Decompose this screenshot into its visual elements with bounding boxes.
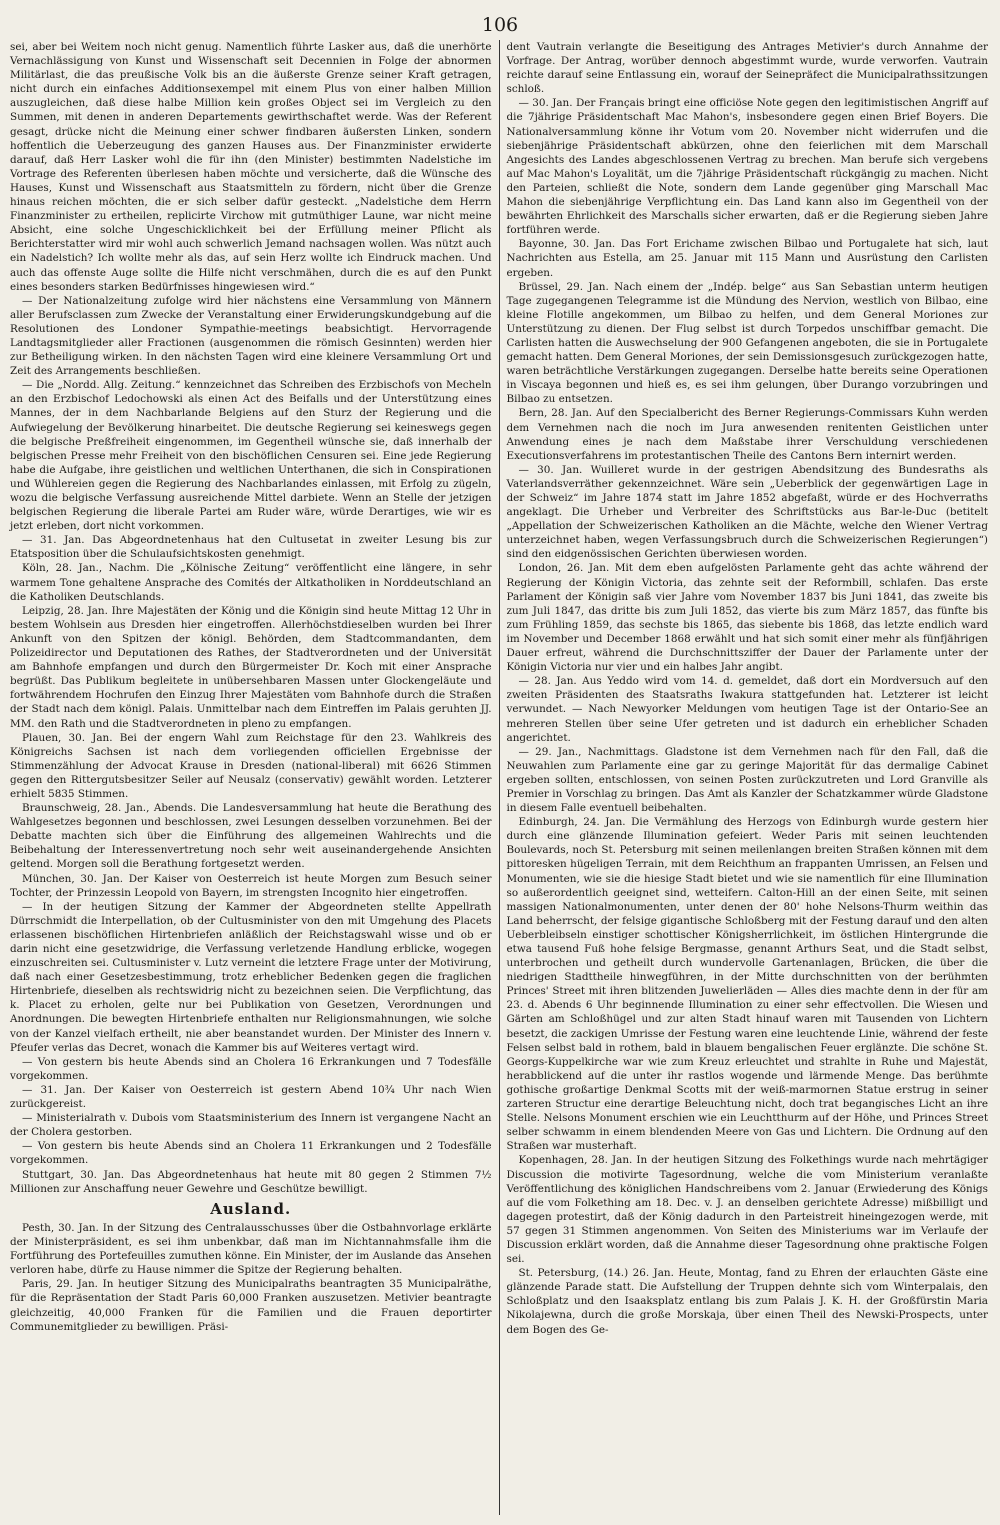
news-paragraph: Stuttgart, 30. Jan. Das Abgeordnetenhaus hat heute mit 80 gegen 2 Stimmen 7½ Millionen zur Anschaffung neuer Gewehre und Geschütze bewilligt. bbox=[10, 1168, 492, 1195]
news-paragraph: — In der heutigen Sitzung der Kammer der Abgeordneten stellte Appellrath Dürrschmidt die Interpellation, ob der Cultusminister von den mit Umgehung des Placets erlassenen bischöflichen Hirtenbriefen anläßlich der Reichstagswahl wisse und ob er darin nicht eine gesetzwidrige, die Verfassung verletzende Handlung erblicke, wogegen einzuschreiten sei. Cultusminister v. Lutz verneint die letztere Frage unter der Motivirung, daß nach einer Gesetzesbestimmung, trotz erheblicher Bedenken gegen die fraglichen Hirtenbriefe, dieselben als rechtswidrig nicht zu bezeichnen seien. Die Verpflichtung, das k. Placet zu erholen, gelte nur bei Publikation von Gesetzen, Verordnungen und Anordnungen. Die bewegten Hirtenbriefe enthalten nur Religionsmahnungen, wie solche von der Kanzel vielfach ertheilt, nie aber beanstandet wurden. Der Minister des Innern v. Pfeufer verlas das Decret, wonach die Kammer bis auf Weiteres vertagt wird. bbox=[10, 900, 492, 1054]
news-paragraph: Leipzig, 28. Jan. Ihre Majestäten der König und die Königin sind heute Mittag 12 Uhr in bestem Wohlsein aus Dresden hier eingetroffen. Allerhöchstdieselben wurden bei Ihrer Ankunft von den Spitzen der königl. Behörden, dem Stadtcommandanten, dem Polizeidirector und Deputationen des Rathes, der Stadtverordneten und der Universität am Bahnhofe empfangen und durch den Bürgermeister Dr. Koch mit einer Ansprache begrüßt. Das Publikum begleitete in unübersehbaren Massen unter Glockengeläute und fortwährendem Hochrufen den Einzug Ihrer Majestäten vom Bahnhofe durch die Straßen der Stadt nach dem königl. Palais. Unmittelbar nach dem Eintreffen im Palais geruhten JJ. MM. den Rath und die Stadtverordneten in pleno zu empfangen. bbox=[10, 604, 492, 730]
news-paragraph: Kopenhagen, 28. Jan. In der heutigen Sitzung des Folkethings wurde nach mehrtägiger Discussion die motivirte Tagesordnung, welche die vom Ministerium veranlaßte Veröffentlichung des königlichen Handschreibens vom 2. Januar (Erwiederung des Königs auf die vom Folkething am 18. Dec. v. J. an denselben gerichtete Adresse) mißbilligt und dagegen protestirt, daß der König dadurch in den Parteistreit hineingezogen werde, mit 57 gegen 31 Stimmen angenommen. Von Seiten des Ministeriums war im Verlaufe der Discussion erklärt worden, daß die Annahme dieser Tagesordnung ohne praktische Folgen sei. bbox=[506, 1154, 988, 1266]
news-paragraph: — 29. Jan., Nachmittags. Gladstone ist dem Vernehmen nach für den Fall, daß die Neuwahlen zum Parlamente eine gar zu geringe Majorität für das dermalige Cabinet ergeben sollten, entschlossen, von seinen Posten zurückzutreten und Lord Granville als Premier in Vorschlag zu bringen. Das Amt als Kanzler der Schatzkammer würde Gladstone in diesem Falle eventuell beibehalten. bbox=[506, 745, 988, 815]
news-paragraph: Plauen, 30. Jan. Bei der engern Wahl zum Reichstage für den 23. Wahlkreis des Königreichs Sachsen ist nach dem vorliegenden officiellen Ergebnisse der Stimmenzählung der Advocat Krause in Dresden (national-liberal) mit 6626 Stimmen gegen den Rittergutsbesitzer Seiler auf Neusalz (conservativ) gewählt worden. Letzterer erhielt 5835 Stimmen. bbox=[10, 731, 492, 800]
news-paragraph: London, 26. Jan. Mit dem eben aufgelösten Parlamente geht das achte während der Regierung der Königin Victoria, das zehnte seit der Reformbill, schlafen. Das erste Parlament der Königin saß vier Jahre vom November 1837 bis Juni 1841, das zweite bis zum Juli 1847, das dritte bis zum Juli 1852, das vierte bis zum März 1857, das fünfte bis zum Frühling 1859, das sechste bis 1865, das siebente bis 1868, das letzte endlich ward im November und December 1868 erwählt und hat sich somit einer mehr als fünfjährigen Dauer erfreut, während die Durchschnittsziffer der Dauer der Parlamente unter der Königin Victoria nur vier und ein halbes Jahr angibt. bbox=[506, 562, 988, 674]
news-paragraph: — 31. Jan. Der Kaiser von Oesterreich ist gestern Abend 10¾ Uhr nach Wien zurückgereist. bbox=[10, 1083, 492, 1111]
right-column bbox=[500, 40, 993, 1515]
news-paragraph: Brüssel, 29. Jan. Nach einem der „Indép. belge“ aus San Sebastian unterm heutigen Tage zugegangenen Telegramme ist die Mündung des Nervion, westlich von Bilbao, eine kleine Flotille angekommen, um Bilbao zu helfen, und dem General Moriones zur Unterstützung zu dienen. Der Flug selbst ist durch Torpedos unschiffbar gemacht. Die Carlisten hatten die Auswechselung der 900 Gefangenen angeboten, die sie in Portugalete gemacht hatten. Dem General Moriones, der sein Demissionsgesuch zurückgezogen hatte, waren beträchtliche Verstärkungen zugegangen. Derselbe hatte bereits seine Operationen in Viscaya begonnen und hieß es, es sei ihm gelungen, über Durango vorzubringen und Bilbao zu entsetzen. bbox=[506, 280, 988, 406]
news-paragraph: Pesth, 30. Jan. In der Sitzung des Centralausschusses über die Ostbahnvorlage erklärte der Ministerpräsident, es sei ihm unbenkbar, daß man im Nichtannahmsfalle ihm die Fortführung des Portefeuilles zumuthen könne. Ein Minister, der im Auslande das Ansehen verloren habe, dürfe zu Hause nimmer die Spitze der Regierung behalten. bbox=[10, 1222, 492, 1277]
news-paragraph: Köln, 28. Jan., Nachm. Die „Kölnische Zeitung“ veröffentlicht eine längere, in sehr warmem Tone gehaltene Ansprache des Comités der Altkatholiken in Norddeutschland an die Katholiken Deutschlands. bbox=[10, 562, 492, 603]
news-paragraph: Bayonne, 30. Jan. Das Fort Erichame zwischen Bilbao und Portugalete hat sich, laut Nachrichten aus Estella, am 25. Januar mit 115 Mann und Ausrüstung den Carlisten ergeben. bbox=[506, 238, 988, 279]
news-paragraph: — 30. Jan. Der Français bringt eine officiöse Note gegen den legitimistischen Angriff auf die 7jährige Präsidentschaft Mac Mahon's, insbesondere gegen einen Brief Boyers. Die Nationalversammlung könne ihr Votum vom 20. November nicht widerrufen und die siebenjährige Präsidentschaft abkürzen, ohne den feierlichen mit dem Marschall Angesichts des Landes abgeschlossenen Vertrag zu brechen. Man berufe sich vergebens auf Mac Mahon's Loyalität, um die 7jährige Präsidentschaft rückgängig zu machen. Nicht den Parteien, schließt die Note, sondern dem Lande gegenüber ging Marschall Mac Mahon die siebenjährige Verpflichtung ein. Das Land kann also im Gegentheil von der bewährten Ehrlichkeit des Marschalls sicher erwarten, daß er die Regierung sieben Jahre fortführen werde. bbox=[506, 97, 988, 237]
news-paragraph: München, 30. Jan. Der Kaiser von Oesterreich ist heute Morgen zum Besuch seiner Tochter, der Prinzessin Leopold von Bayern, im strengsten Incognito hier eingetroffen. bbox=[10, 872, 492, 899]
news-paragraph: Braunschweig, 28. Jan., Abends. Die Landesversammlung hat heute die Berathung des Wahlgesetzes begonnen und beschlossen, zwei Lesungen desselben vorzunehmen. Bei der Debatte machten sich über die Einführung des allgemeinen Wahlrechts und die Beibehaltung der Interessenvertretung noch sehr weit auseinandergehende Ansichten geltend. Morgen soll die Berathung fortgesetzt werden. bbox=[10, 802, 492, 871]
news-paragraph: — Von gestern bis heute Abends sind an Cholera 16 Erkrankungen und 7 Todesfälle vorgekommen. bbox=[10, 1055, 492, 1082]
news-paragraph: — 30. Jan. Wuilleret wurde in der gestrigen Abendsitzung des Bundesraths als Vaterlandsverräther gekennzeichnet. Wäre sein „Ueberblick der gegenwärtigen Lage in der Schweiz“ im Jahre 1874 statt im Jahre 1852 abgefaßt, würde er des Hochverraths angeklagt. Die Urheber und Verbreiter des Schriftstücks aus Bar-le-Duc (betitelt „Appellation der Schweizerischen Katholiken an die Mächte, welche den Wiener Vertrag unterzeichnet haben, wegen Verfassungsbruch durch die Schweizerischen Regierungen“) sind den eidgenössischen Gerichten überwiesen worden. bbox=[506, 463, 988, 561]
columns bbox=[6, 40, 992, 1515]
page-number: 106 bbox=[481, 14, 519, 36]
news-paragraph: dent Vautrain verlangte die Beseitigung des Antrages Metivier's durch Annahme der Vorfrage. Der Antrag, worüber dennoch abgestimmt wurde, wurde verworfen. Vautrain reichte darauf seine Entlassung ein, worauf der Seinepräfect die Municipalrathssitzungen schloß. bbox=[506, 41, 988, 96]
section-heading: Ausland. bbox=[210, 1199, 292, 1218]
news-paragraph: sei, aber bei Weitem noch nicht genug. Namentlich führte Lasker aus, daß die unerhörte Vernachlässigung von Kunst und Wissenschaft seit Decennien in Folge der abnormen Militärlast, die das preußische Volk bis an die äußerste Grenze seiner Kraft getragen, nicht durch ein einfaches Additionsexempel mit einem Plus von einer halben Million auszugleichen, daß diese halbe Million kein großes Object sei im Vergleich zu den Summen, mit denen in anderen Departements gewirthschaftet werde. Was der Referent gesagt, drücke nicht die Meinung einer schwer findbaren äußersten Linken, sondern hoffentlich die Ueberzeugung des ganzen Hauses aus. Der Finanzminister erwiderte darauf, daß Herr Lasker wohl die für ihn (den Minister) bestimmten Nadelstiche im Vortrage des Referenten überlesen haben möchte und versicherte, daß die Wünsche des Hauses, Kunst und Wissenschaft aus Staatsmitteln zu fördern, nicht über die Grenze hinaus reichen möchten, die er sich selber dafür gesteckt. „Nadelstiche dem Herrn Finanzminister zu ertheilen, replicirte Virchow mit gutmüthiger Laune, war nicht meine Absicht, eine solche Ungeschicklichkeit bei der Erfüllung meiner Pflicht als Berichterstatter wird mir wohl auch schwerlich Jemand nachsagen wollen. Was nützt auch ein Nadelstich? Ich wollte mehr als das, auf sein Herz wollte ich Eindruck machen. Und auch das offenste Auge sollte die Hilfe nicht verschmähen, durch die es auf den Punkt eines besonders starken Bedürfnisses hingewiesen wird.“ bbox=[10, 41, 492, 293]
news-paragraph: — 28. Jan. Aus Yeddo wird vom 14. d. gemeldet, daß dort ein Mordversuch auf den zweiten Präsidenten des Staatsraths Iwakura stattgefunden hat. Letzterer ist leicht verwundet. — Nach Newyorker Meldungen vom heutigen Tage ist der Ontario-See an mehreren Stellen über seine Ufer getreten und ist dadurch ein erheblicher Schaden angerichtet. bbox=[506, 675, 988, 744]
news-paragraph: — Ministerialrath v. Dubois vom Staatsministerium des Innern ist vergangene Nacht an der Cholera gestorben. bbox=[10, 1112, 492, 1139]
news-paragraph: Paris, 29. Jan. In heutiger Sitzung des Municipalraths beantragten 35 Municipalräthe, für die Repräsentation der Stadt Paris 60,000 Franken auszusetzen. Metivier beantragte gleichzeitig, 40,000 Franken für die Familien und die Frauen deportirter Communemitglieder zu bewilligen. Präsi- bbox=[10, 1278, 492, 1333]
left-column bbox=[6, 40, 500, 1515]
news-paragraph: — Der Nationalzeitung zufolge wird hier nächstens eine Versammlung von Männern aller Berufsclassen zum Zwecke der Veranstaltung einer Erwiderungskundgebung auf die Resolutionen des Londoner Sympathie-meetings beabsichtigt. Hervorragende Landtagsmitglieder aller Fractionen (ausgenommen die römisch Gesinnten) werden hier zur Betheiligung wirken. In den nächsten Tagen wird eine kleinere Versammlung Ort und Zeit des Arrangements beschließen. bbox=[10, 294, 492, 378]
news-paragraph: Edinburgh, 24. Jan. Die Vermählung des Herzogs von Edinburgh wurde gestern hier durch eine glänzende Illumination gefeiert. Weder Paris mit seinen leuchtenden Boulevards, noch St. Petersburg mit seinen meilenlangen breiten Straßen können mit dem pittoresken hügeligen Terrain, mit dem Reichthum an frappanten Umrissen, an Felsen und Monumenten, wie sie die hiesige Stadt bietet und wie sie namentlich für eine Illumination so außerordentlich geeignet sind, wetteifern. Calton-Hill an der einen Seite, mit seinen massigen Nationalmonumenten, unter denen der 80' hohe Nelsons-Thurm weithin das Land beherrscht, der felsige gigantische Schloßberg mit der Festung darauf und den alten Ueberbleibseln einstiger schottischer Königsherrlichkeit, im östlichen Hintergrunde die etwa tausend Fuß hohe felsige Bergmasse, genannt Arthurs Seat, und die Stadt selbst, unterbrochen und getheilt durch wundervolle Gartenanlagen, Brücken, die über die niedrigen Stadttheile hinwegführen, in der Mitte durchschnitten von der berühmten Princes' Street mit ihren blitzenden Juwelierläden — Alles dies machte denn in der für am 23. d. Abends 6 Uhr beginnende Illumination zu einer sehr effectvollen. Die Wiesen und Gärten am Schloßhügel und zur alten Stadt hinauf waren mit Tausenden von Lichtern besetzt, die zackigen Umrisse der Festung waren eine leuchtende Linie, während der feste Felsen selbst bald in rothem, bald in blauem bengalischen Feuer erglänzte. Die schöne St. Georgs-Kuppelkirche war wie zum Kreuz erleuchtet und strahlte in Ruhe und Majestät, herabblickend auf die unter ihr rastlos wogende und lärmende Menge. Das berühmte gothische großartige Denkmal Scotts mit der weiß-marmornen Statue erstrug in seiner zarteren Structur eine derartige Beleuchtung nicht, doch trat begangisches Licht an ihre Stelle. Nelsons Monument erschien wie ein Leuchtthurm auf der Höhe, und Princes Street selber schwamm in einem blendenden Meere von Gas und Lichtern. Die Ordnung auf den Straßen war musterhaft. bbox=[506, 816, 988, 1153]
news-paragraph: St. Petersburg, (14.) 26. Jan. Heute, Montag, fand zu Ehren der erlauchten Gäste eine glänzende Parade statt. Die Aufstellung der Truppen dehnte sich vom Winterpalais, den Schloßplatz und den Isaaksplatz entlang bis zum Palais J. K. H. der Großfürstin Maria Nikolajewna, durch die große Morskaja, über einen Theil des Newski-Prospects, unter dem Bogen des Ge- bbox=[506, 1267, 988, 1336]
news-paragraph: — Von gestern bis heute Abends sind an Cholera 11 Erkrankungen und 2 Todesfälle vorgekommen. bbox=[10, 1140, 492, 1167]
news-paragraph: — Die „Nordd. Allg. Zeitung.“ kennzeichnet das Schreiben des Erzbischofs von Mecheln an den Erzbischof Ledochowski als einen Act des Beifalls und der Unterstützung eines Mannes, der in dem Nachbarlande Belgiens auf den Sturz der Regierung und die Aufwiegelung der Bevölkerung hinarbeitet. Die deutsche Regierung sei keineswegs gegen die belgische Preßfreiheit eingenommen, im Gegentheil wünsche sie, daß innerhalb der belgischen Presse mehr Freiheit von den bischöflichen Censuren sei. Eine jede Regierung habe die Aufgabe, ihre geistlichen und weltlichen Unterthanen, die sich in Conspirationen und Wühlereien gegen die Regierung des Nachbarlandes einlassen, mit Erfolg zu zügeln, wozu die belgische Verfassung ausreichende Mittel darbiete. Wenn an Stelle der jetzigen belgischen Regierung die liberale Partei am Ruder wäre, würde Derartiges, wie wir es jetzt erleben, dort nicht vorkommen. bbox=[10, 379, 492, 533]
news-paragraph: — 31. Jan. Das Abgeordnetenhaus hat den Cultusetat in zweiter Lesung bis zur Etatsposition über die Schulaufsichtskosten genehmigt. bbox=[10, 534, 492, 561]
news-paragraph: Bern, 28. Jan. Auf den Specialbericht des Berner Regierungs-Commissars Kuhn werden dem Vernehmen nach die noch im Jura anwesenden renitenten Geistlichen unter Anwendung eines je nach dem Maßstabe ihrer Verschuldung verschiedenen Executionsverfahrens im protestantischen Theile des Cantons Bern internirt werden. bbox=[506, 407, 988, 462]
